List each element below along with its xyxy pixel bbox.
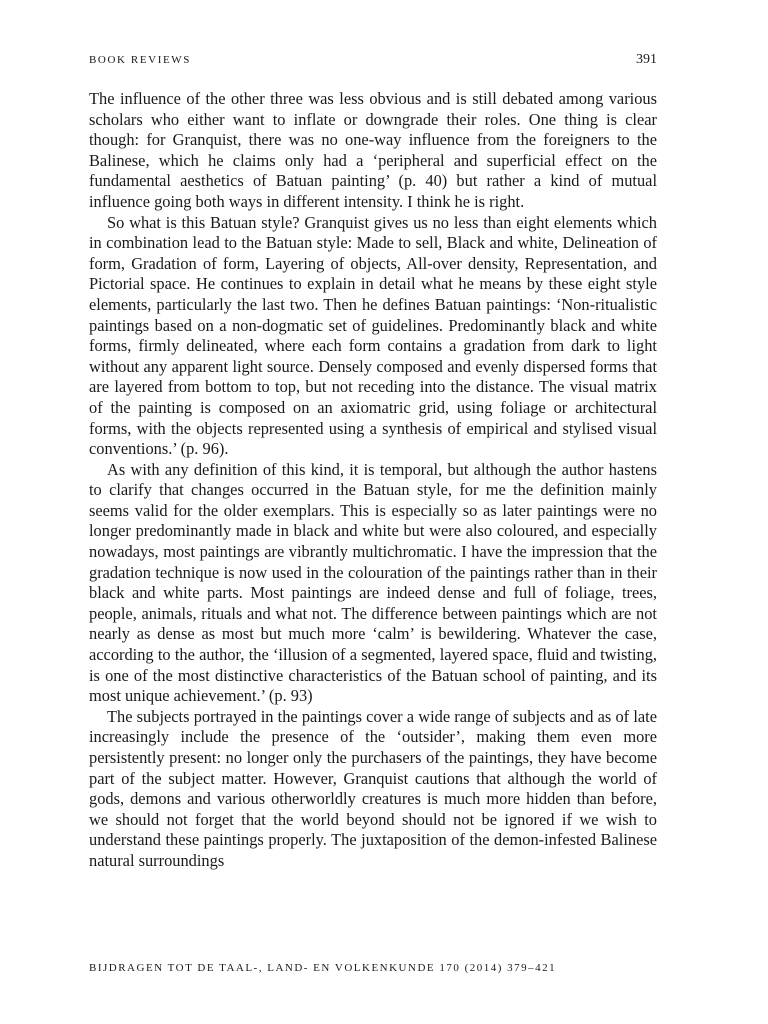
journal-citation-footer: BIJDRAGEN TOT DE TAAL-, LAND- EN VOLKENKUNDE 170 (2014) 379–421 (89, 962, 557, 974)
page-number: 391 (636, 52, 657, 67)
paragraph-1: The influence of the other three was less obvious and is still debated among various scholars who either want to inflate or downgrade their roles. One thing is clear though: for Granquist, there was no one-way influence from the foreigners to the Balinese, which he claims only had a ‘peripheral and superficial effect on the fundamental aesthetics of Batuan painting’ (p. 40) but rather a kind of mutual influence going both ways in different intensity. I think he is right. (89, 89, 657, 211)
paragraph-4: The subjects portrayed in the paintings cover a wide range of subjects and as of late increasingly include the presence of the ‘outsider’, making them even more persistently present: no longer only the purchasers of the paintings, they have become part of the subject matter. However, Granquist cautions that although the world of gods, demons and various otherworldly creatures is much more hidden than before, we should not forget that the world beyond should not be ignored if we wish to understand these paintings properly. The juxtaposition of the demon-infested Balinese natural surroundings (89, 706, 657, 870)
running-head (89, 54, 657, 70)
running-title: BOOK REVIEWS (89, 54, 192, 66)
body-text (89, 89, 657, 872)
paragraph-2: So what is this Batuan style? Granquist gives us no less than eight elements which in combination lead to the Batuan style: Made to sell, Black and white, Delineation of form, Gradation of form, Layering of objects, All-over density, Representation, and Pictorial space. He continues to explain in detail what he means by these eight style elements, particularly the last two. Then he defines Batuan paintings: ‘Non-ritualistic paintings based on a non-dogmatic set of guidelines. Predominantly black and white forms, firmly delineated, where each form contains a gradation from dark to light without any apparent light source. Densely composed and evenly dispersed forms that are layered from bottom to top, but not receding into the distance. The visual matrix of the painting is composed on an axiomatric grid, using foliage or architectural forms, with the objects represented using a synthesis of empirical and stylised visual conventions.’ (p. 96). (89, 212, 657, 459)
paragraph-3: As with any definition of this kind, it is temporal, but although the author hastens to clarify that changes occurred in the Batuan style, for me the definition mainly seems valid for the older exemplars. This is especially so as later paintings were no longer predominantly made in black and white but were also coloured, and especially nowadays, most paintings are vibrantly multichromatic. I have the impression that the gradation technique is now used in the colouration of the paintings rather than in their black and white parts. Most paintings are indeed dense and full of foliage, trees, people, animals, rituals and what not. The difference between paintings which are not nearly as dense as most but much more ‘calm’ is bewildering. Whatever the case, according to the author, the ‘illusion of a segmented, layered space, fluid and twisting, is one of the most distinctive characteristics of the Batuan school of painting, and its most unique achievement.’ (p. 93) (89, 459, 657, 706)
